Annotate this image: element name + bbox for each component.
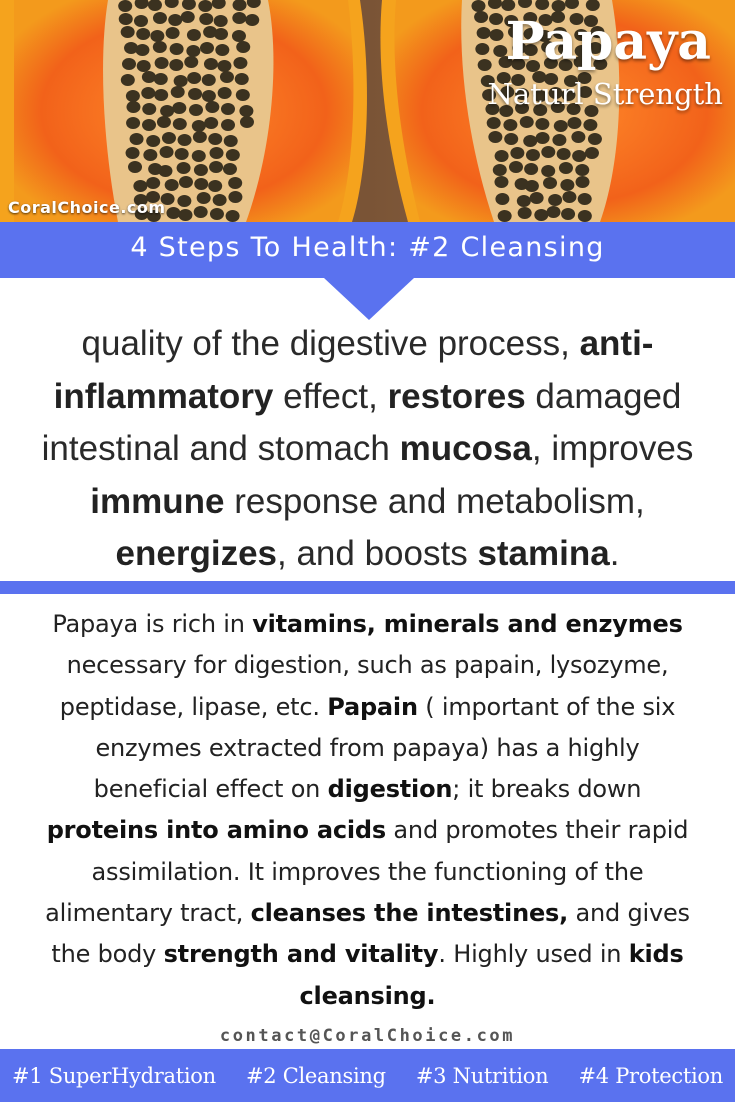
seed [233, 57, 247, 69]
seed [218, 87, 232, 99]
seed [228, 191, 242, 203]
seed [585, 147, 599, 159]
seed [205, 101, 219, 113]
bold-phrase: kids [628, 940, 684, 969]
seed [495, 193, 509, 205]
seed [175, 148, 189, 160]
seed [186, 45, 200, 57]
seed [135, 44, 149, 56]
bold-phrase: anti- [579, 324, 654, 363]
text-run: peptidase, lipase, etc. [59, 692, 328, 721]
seed [524, 163, 538, 175]
text-line [14, 604, 721, 645]
seed [121, 26, 135, 38]
bold-phrase: cleanses the intestines, [250, 899, 569, 928]
seed [552, 134, 566, 146]
seed [204, 117, 218, 129]
seed [221, 119, 235, 131]
text-run: assimilation. It improves the functioning of the [91, 857, 644, 886]
seed [535, 118, 549, 130]
text-line [14, 934, 721, 975]
seed [236, 89, 250, 101]
seed [168, 14, 182, 26]
seed [517, 195, 531, 207]
banner-pointer [324, 278, 414, 320]
seed [503, 119, 517, 131]
text-run: alimentary tract, [45, 899, 251, 928]
seed [171, 86, 185, 98]
seed [126, 101, 140, 113]
bold-phrase: stamina [477, 534, 610, 573]
seed [187, 29, 201, 41]
text-run: ( important of the six [417, 692, 676, 721]
seed [187, 72, 201, 84]
seed [153, 41, 167, 53]
seed [194, 164, 208, 176]
seed [165, 179, 179, 191]
seed [202, 74, 216, 86]
seed [240, 116, 254, 128]
bold-phrase: restores [387, 376, 526, 416]
site-watermark: CoralChoice.com [8, 198, 166, 217]
seed [128, 161, 142, 173]
seed [215, 44, 229, 56]
bold-phrase: mucosa [399, 429, 532, 468]
seed [471, 0, 485, 12]
seed [478, 59, 492, 71]
seed [510, 147, 524, 159]
seed [146, 177, 160, 189]
text-line [14, 769, 721, 810]
steps-banner [0, 222, 735, 278]
text-run: ; it breaks down [452, 775, 642, 804]
seed [142, 119, 156, 131]
seed [154, 73, 168, 85]
seed [498, 210, 512, 222]
seed [126, 147, 140, 159]
text-run: . [609, 534, 620, 573]
seed [557, 148, 571, 160]
text-line [14, 852, 721, 893]
seed [142, 103, 156, 115]
seed [235, 73, 249, 85]
seed [530, 192, 544, 204]
seed [214, 15, 228, 27]
seed [143, 149, 157, 161]
banner-title: 4 Steps To Health: #2 Cleansing [130, 232, 605, 263]
seed [200, 42, 214, 54]
seed [208, 180, 222, 192]
seed [487, 117, 501, 129]
bold-phrase: proteins into amino acids [46, 816, 386, 845]
seed [489, 13, 503, 25]
contact-email[interactable]: contact@CoralChoice.com [219, 1026, 516, 1046]
seed [504, 133, 518, 145]
bold-phrase: immune [90, 481, 225, 521]
seed [157, 116, 171, 128]
text-run: quality of the digestive process, [81, 324, 580, 363]
seed [493, 164, 507, 176]
text-run: and promotes their rapid [386, 816, 689, 845]
seed [221, 103, 235, 115]
seed [197, 192, 211, 204]
text-line [14, 976, 721, 1017]
seed [534, 209, 548, 221]
seed [572, 150, 586, 162]
seed [126, 117, 140, 129]
seed [214, 28, 228, 40]
seed [119, 13, 133, 25]
seed [509, 161, 523, 173]
seed [477, 27, 491, 39]
seed [495, 150, 509, 162]
text-line [10, 423, 725, 476]
text-run: response and metabolism, [224, 481, 645, 521]
seed [474, 11, 488, 23]
brand-title: Papaya [505, 11, 711, 72]
seed [526, 149, 540, 161]
seed [226, 149, 240, 161]
seed [202, 90, 216, 102]
seed [525, 180, 539, 192]
seed [146, 135, 160, 147]
text-line [14, 728, 721, 769]
footer-step-4[interactable]: #4 Protection [578, 1063, 723, 1088]
seed [134, 15, 148, 27]
seed [141, 87, 155, 99]
bold-phrase: Papain [327, 692, 418, 721]
seed [173, 118, 187, 130]
seed [217, 60, 231, 72]
seed [588, 133, 602, 145]
seed [130, 133, 144, 145]
seed [192, 120, 206, 132]
seed [547, 206, 561, 218]
seed [133, 180, 147, 192]
text-line [10, 318, 725, 371]
text-line [14, 810, 721, 851]
text-run: enzymes extracted from papaya) has a highly [95, 733, 640, 762]
seed [181, 11, 195, 23]
seed [523, 135, 537, 147]
seed [490, 29, 504, 41]
seed [220, 71, 234, 83]
seed [189, 104, 203, 116]
seed [184, 56, 198, 68]
seed [518, 207, 532, 219]
benefits-headline [10, 318, 725, 581]
seed [548, 194, 562, 206]
seed [192, 150, 206, 162]
seed [494, 176, 508, 188]
seed [178, 209, 192, 221]
seed [160, 105, 174, 117]
seed [142, 71, 156, 83]
bold-phrase: cleansing. [299, 981, 436, 1010]
seed [174, 75, 188, 87]
seed [188, 88, 202, 100]
seed [236, 41, 250, 53]
seed [179, 176, 193, 188]
text-line [14, 893, 721, 934]
seed [160, 146, 174, 158]
bold-phrase: vitamins, minerals and enzymes [252, 610, 683, 638]
text-line [10, 476, 725, 529]
text-run: damaged [525, 376, 682, 416]
text-run: , improves [531, 429, 694, 468]
text-run: , and boosts [277, 534, 478, 573]
text-line [14, 687, 721, 728]
seed [559, 162, 573, 174]
seed [208, 133, 222, 145]
seed [155, 57, 169, 69]
seed [567, 117, 581, 129]
seed [239, 105, 253, 117]
seed [118, 0, 132, 12]
seed [575, 164, 589, 176]
footer-step-2[interactable]: #2 Cleansing [246, 1063, 386, 1088]
bold-phrase: energizes [115, 534, 278, 573]
seed [121, 74, 135, 86]
seed [177, 162, 191, 174]
seed [475, 43, 489, 55]
section-divider [0, 581, 735, 594]
seed [226, 210, 240, 222]
text-run: . Highly used in [438, 940, 629, 969]
seed [224, 135, 238, 147]
seed [232, 30, 246, 42]
seed [213, 194, 227, 206]
seed [170, 43, 184, 55]
brand-subtitle: Naturl Strength [487, 77, 723, 111]
seed [541, 165, 555, 177]
seed [178, 134, 192, 146]
seed [150, 30, 164, 42]
footer-step-3[interactable]: #3 Nutrition [415, 1063, 549, 1088]
seed [488, 131, 502, 143]
seed [177, 195, 191, 207]
seed [193, 131, 207, 143]
seed [166, 27, 180, 39]
text-line [14, 645, 721, 686]
seed [561, 208, 575, 220]
bold-phrase: digestion [327, 775, 453, 804]
text-run: and gives [568, 899, 690, 928]
seed [162, 132, 176, 144]
seed [554, 120, 568, 132]
seed [166, 207, 180, 219]
description-paragraph [14, 604, 721, 1017]
seed [198, 0, 212, 12]
seed [576, 176, 590, 188]
steps-footer [0, 1049, 735, 1102]
seed [169, 59, 183, 71]
seed [543, 177, 557, 189]
seed [126, 90, 140, 102]
seed [153, 12, 167, 24]
seed [578, 193, 592, 205]
seed [578, 210, 592, 222]
seed [520, 116, 534, 128]
seed [136, 28, 150, 40]
seed [245, 14, 259, 26]
text-run: Papaya is rich in [52, 610, 253, 638]
seed [223, 163, 237, 175]
seed [571, 131, 585, 143]
seed [562, 191, 576, 203]
seed [536, 132, 550, 144]
hero-image [0, 0, 735, 222]
seed [154, 89, 168, 101]
seed [204, 58, 218, 70]
bold-phrase: inflammatory [53, 376, 274, 416]
text-line [10, 371, 725, 424]
seed [209, 161, 223, 173]
text-run: effect, [273, 376, 388, 416]
seed [122, 58, 136, 70]
seed [560, 179, 574, 191]
text-run: intestinal and stomach [41, 429, 400, 468]
seed [172, 102, 186, 114]
seed [232, 12, 246, 24]
text-line [10, 528, 725, 581]
seed [194, 206, 208, 218]
seed [210, 208, 224, 220]
footer-step-1[interactable]: #1 SuperHydration [12, 1063, 216, 1088]
bold-phrase: strength and vitality [163, 940, 439, 969]
text-run: the body [51, 940, 164, 969]
seed [583, 119, 597, 131]
seed [210, 147, 224, 159]
seed [158, 165, 172, 177]
seed [199, 13, 213, 25]
text-run: necessary for digestion, such as papain, lysozyme, [66, 651, 669, 680]
seed [137, 60, 151, 72]
seed [194, 178, 208, 190]
seed [228, 177, 242, 189]
seed [541, 146, 555, 158]
text-run: beneficial effect on [93, 775, 328, 804]
